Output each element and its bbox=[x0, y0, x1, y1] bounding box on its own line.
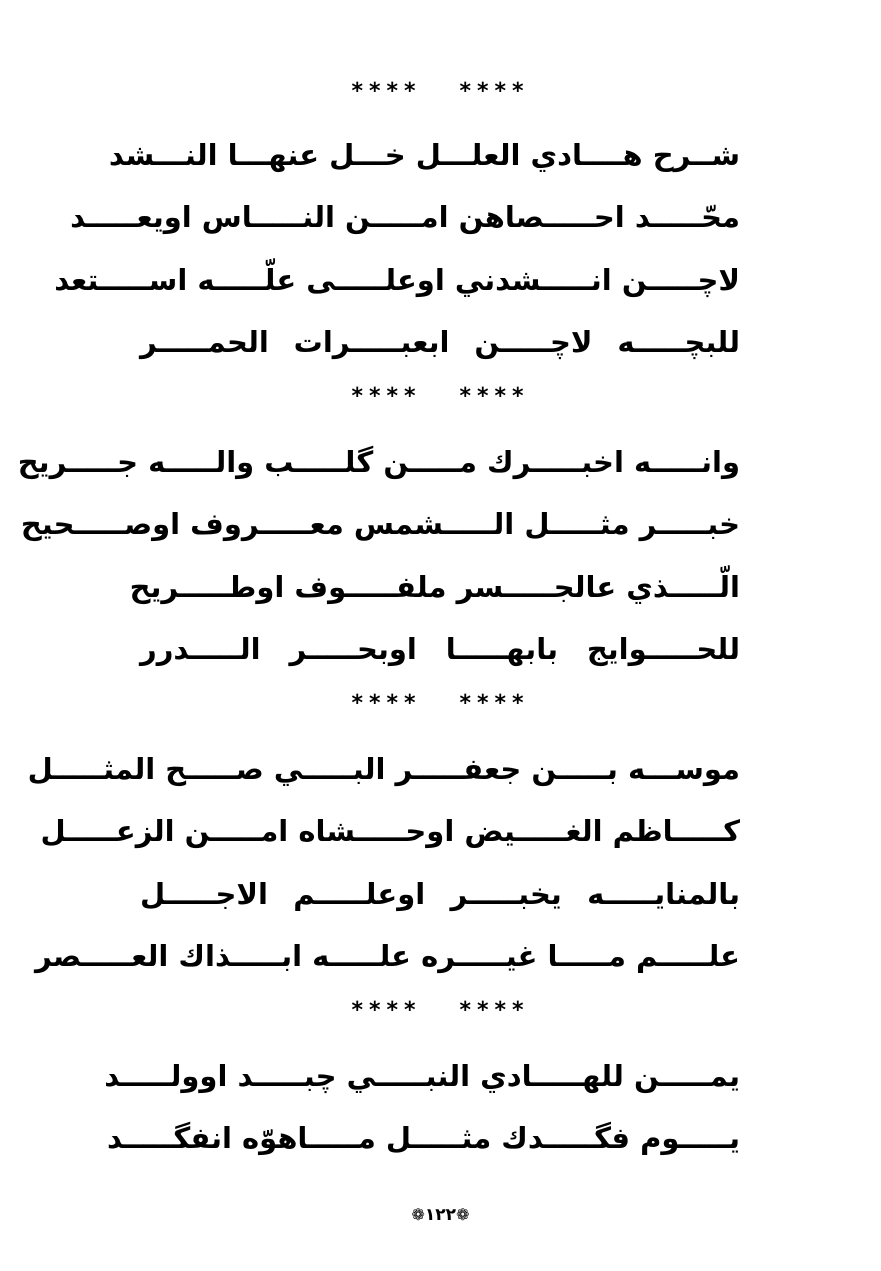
star-group-left: **** bbox=[351, 691, 422, 716]
verse-line: وانـــــه اخبـــــرك مـــــن گلـــــب والـــــه جـــــريح bbox=[17, 445, 740, 479]
verse-line: يمـــــن للهـــــادي النبـــــي چبـــــد اوولـــــد bbox=[104, 1059, 740, 1093]
verse-line: الّـــــذي عالجـــــسر ملفـــــوف اوطـــــريح bbox=[129, 570, 740, 604]
verse-line: موســـه بـــــن جعفـــــر البـــــي صـــــح المثـــــل bbox=[27, 752, 740, 786]
verse-line: يـــــوم فگـــــدك مثـــــل مـــــاهوّه انفگـــــد bbox=[107, 1121, 740, 1155]
page-number bbox=[0, 1203, 881, 1227]
ornament-right-icon: ❁ bbox=[456, 1205, 470, 1224]
verse-line: للحـــــوايج بابهـــــا اوبحـــــر الـــــدرر bbox=[140, 632, 740, 666]
star-group-right: **** bbox=[459, 79, 530, 104]
star-group-left: **** bbox=[351, 79, 422, 104]
verse-line: خبـــــر مثـــــل الـــــشمس معـــــروف اوصـــــحيح bbox=[20, 507, 740, 541]
verse-line: لاچـــــن انـــــشدني اوعلـــــى علّـــــه اســـــتعد bbox=[54, 263, 740, 297]
star-separator bbox=[0, 385, 881, 409]
verse-line: للبچـــــه لاچـــــن ابعبـــــرات الحمـــــر bbox=[140, 325, 740, 359]
star-group-left: **** bbox=[351, 998, 422, 1023]
ornament-left-icon: ❁ bbox=[411, 1205, 425, 1224]
verse-line: علـــــم مـــــا غيـــــره علـــــه ابـــــذاك العـــــصر bbox=[34, 939, 740, 973]
verse-line: محّـــــد احـــــصاهن امـــــن النـــــاس اويعـــــد bbox=[70, 200, 740, 234]
star-separator bbox=[0, 692, 881, 716]
star-separator bbox=[0, 999, 881, 1023]
star-group-right: **** bbox=[459, 998, 530, 1023]
verse-line: بالمنايـــــه يخبـــــر اوعلـــــم الاجـــــل bbox=[140, 877, 740, 911]
star-group-left: **** bbox=[351, 384, 422, 409]
star-group-right: **** bbox=[459, 691, 530, 716]
star-separator bbox=[0, 80, 881, 104]
page-number-value: ١٢٢ bbox=[424, 1205, 457, 1225]
star-group-right: **** bbox=[459, 384, 530, 409]
verse-line: كـــــاظم الغـــــيض اوحـــــشاه امـــــن الزعـــــل bbox=[40, 814, 740, 848]
verse-line: شــرح هــــادي العلـــل خـــل عنهـــا النـــشد bbox=[108, 138, 740, 172]
